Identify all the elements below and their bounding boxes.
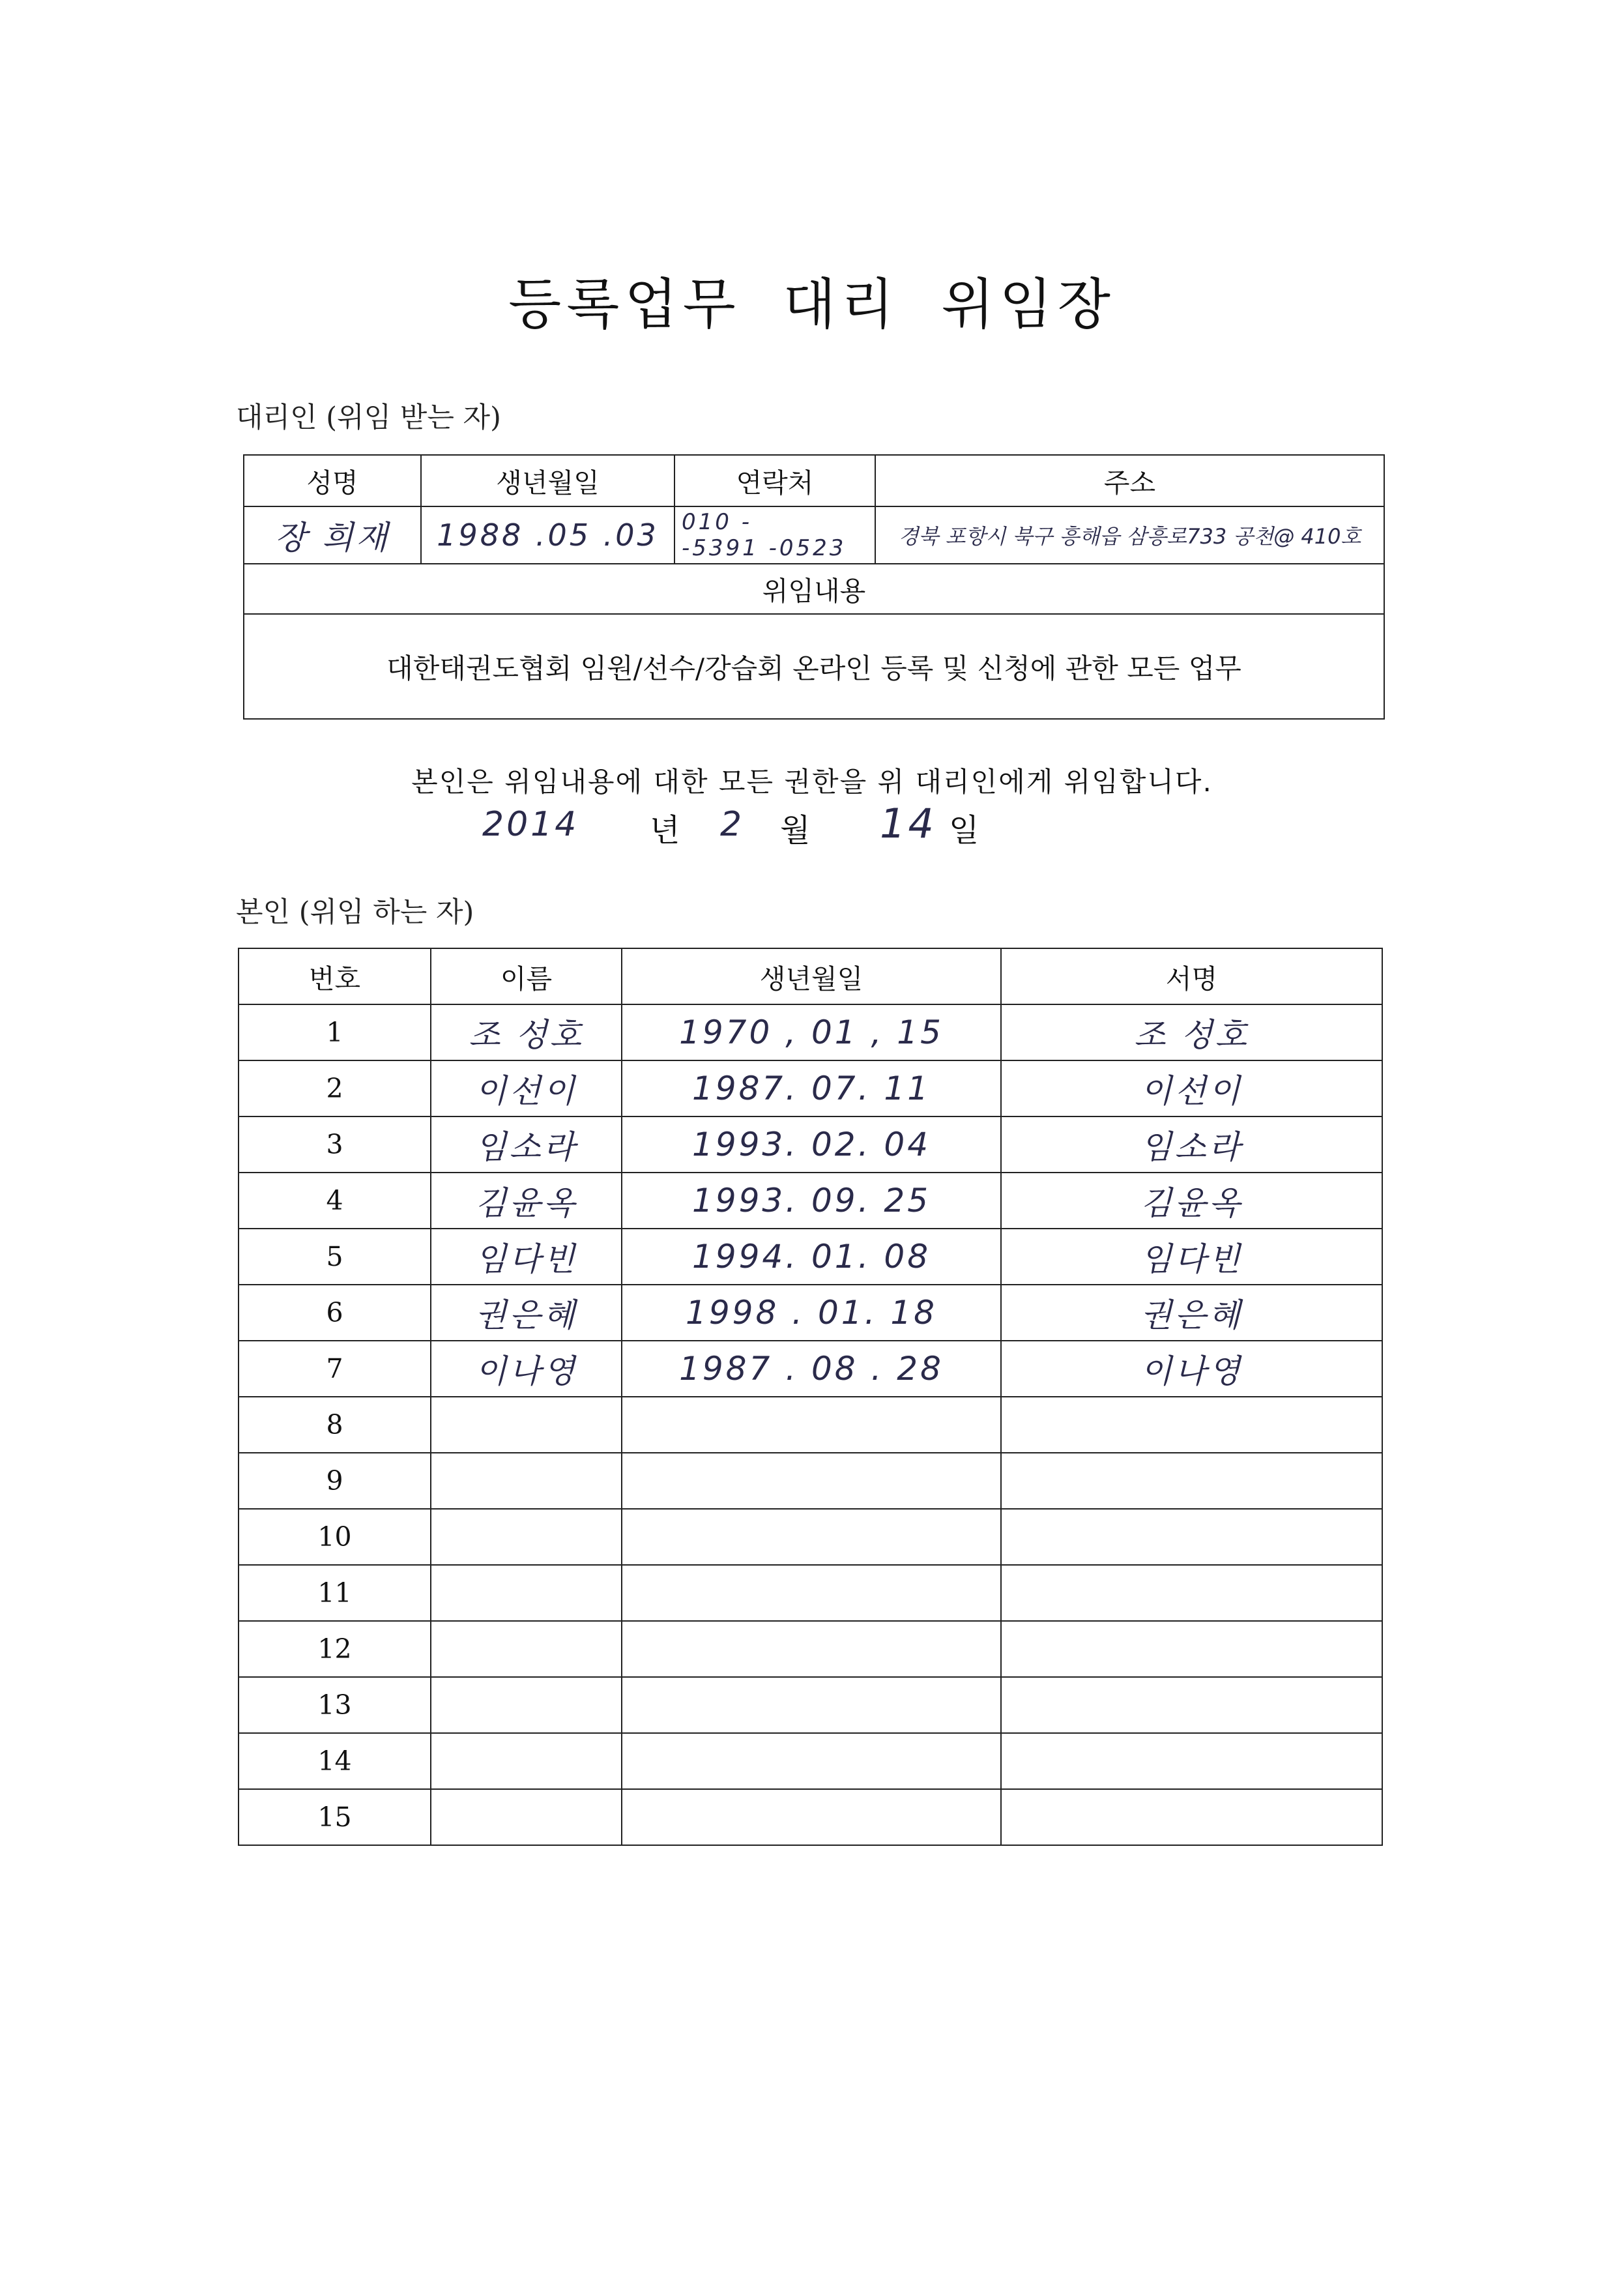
row-number: 3 [239,1116,431,1173]
row-signature [1001,1397,1382,1453]
row-birth: 1998 . 01. 18 [622,1285,1001,1341]
row-number: 11 [239,1565,431,1621]
principal-table [238,948,1383,1846]
table-row [239,1509,1382,1565]
row-signature [1001,1453,1382,1509]
table-row [239,1621,1382,1677]
principal-header-row [239,948,1382,1004]
table-row [239,1229,1382,1285]
row-name [431,1677,622,1733]
row-birth [622,1789,1001,1845]
row-number: 10 [239,1509,431,1565]
row-birth: 1993. 09. 25 [622,1173,1001,1229]
row-signature [1001,1733,1382,1789]
table-row [239,1397,1382,1453]
row-birth [622,1677,1001,1733]
row-name [431,1789,622,1845]
row-signature: 조 성호 [1001,1004,1382,1060]
row-name [431,1453,622,1509]
date-year-label: 년 [650,812,680,849]
row-name: 이선이 [431,1060,622,1116]
row-number: 12 [239,1621,431,1677]
delegation-statement: 본인은 위임내용에 대한 모든 권한을 위 대리인에게 위임합니다. [411,766,1213,798]
principal-birth-header: 생년월일 [622,948,1001,1004]
row-name [431,1509,622,1565]
row-number: 15 [239,1789,431,1845]
row-birth [622,1509,1001,1565]
row-number: 9 [239,1453,431,1509]
document-title: 등록업무 대리 위임장 [508,272,1116,336]
row-birth: 1987 . 08 . 28 [622,1341,1001,1397]
row-birth [622,1397,1001,1453]
row-birth: 1993. 02. 04 [622,1116,1001,1173]
row-name: 조 성호 [431,1004,622,1060]
table-row [239,1173,1382,1229]
table-row [239,1733,1382,1789]
delegation-header-row [244,564,1384,614]
table-row [239,1453,1382,1509]
row-signature [1001,1509,1382,1565]
row-birth [622,1733,1001,1789]
table-row [239,1060,1382,1116]
agent-section-label: 대리인 (위임 받는 자) [236,401,501,434]
row-signature: 이나영 [1001,1341,1382,1397]
principal-table-body [239,1004,1382,1845]
principal-section-label: 본인 (위임 하는 자) [236,896,474,929]
agent-birth-header: 생년월일 [421,455,674,506]
principal-name-header: 이름 [431,948,622,1004]
row-name [431,1733,622,1789]
row-number: 4 [239,1173,431,1229]
table-row [239,1677,1382,1733]
agent-table [243,454,1385,720]
principal-no-header: 번호 [239,948,431,1004]
row-birth: 1994. 01. 08 [622,1229,1001,1285]
row-signature: 이선이 [1001,1060,1382,1116]
row-number: 8 [239,1397,431,1453]
date-day: 14 [880,800,936,847]
row-signature [1001,1789,1382,1845]
delegation-content: 대한태권도협회 임원/선수/강습회 온라인 등록 및 신청에 관한 모든 업무 [244,614,1384,719]
agent-name: 장 희재 [244,506,421,564]
table-row [239,1341,1382,1397]
row-name: 임다빈 [431,1229,622,1285]
table-row [239,1004,1382,1060]
row-signature: 임소라 [1001,1116,1382,1173]
row-number: 5 [239,1229,431,1285]
agent-value-row [244,506,1384,564]
row-number: 13 [239,1677,431,1733]
agent-contact [674,506,875,564]
row-name [431,1621,622,1677]
agent-contact-line2: -5391 -0523 [682,535,847,561]
agent-address-header: 주소 [875,455,1384,506]
agent-address: 경북 포항시 북구 흥해읍 삼흥로733 공천@ 410호 [875,506,1384,564]
date-day-label: 일 [949,812,979,849]
table-row [239,1285,1382,1341]
row-number: 14 [239,1733,431,1789]
row-signature [1001,1677,1382,1733]
row-birth [622,1565,1001,1621]
agent-header-row [244,455,1384,506]
row-number: 7 [239,1341,431,1397]
row-name: 권은혜 [431,1285,622,1341]
row-name: 임소라 [431,1116,622,1173]
principal-signature-header: 서명 [1001,948,1382,1004]
date-month: 2 [720,805,745,844]
row-number: 2 [239,1060,431,1116]
row-birth: 1970 , 01 , 15 [622,1004,1001,1060]
row-signature: 권은혜 [1001,1285,1382,1341]
agent-contact-line1: 010 - [682,509,752,535]
row-number: 1 [239,1004,431,1060]
row-birth: 1987. 07. 11 [622,1060,1001,1116]
row-signature: 김윤옥 [1001,1173,1382,1229]
table-row [239,1116,1382,1173]
agent-birth: 1988 .05 .03 [421,506,674,564]
row-name [431,1397,622,1453]
date-year: 2014 [482,805,579,844]
row-birth [622,1621,1001,1677]
row-name: 이나영 [431,1341,622,1397]
row-signature [1001,1621,1382,1677]
row-signature [1001,1565,1382,1621]
row-signature: 임다빈 [1001,1229,1382,1285]
row-birth [622,1453,1001,1509]
delegation-content-row [244,614,1384,719]
table-row [239,1565,1382,1621]
agent-name-header: 성명 [244,455,421,506]
agent-contact-header: 연락처 [674,455,875,506]
row-name: 김윤옥 [431,1173,622,1229]
delegation-header: 위임내용 [244,564,1384,614]
row-number: 6 [239,1285,431,1341]
row-name [431,1565,622,1621]
date-month-label: 월 [780,812,811,849]
table-row [239,1789,1382,1845]
